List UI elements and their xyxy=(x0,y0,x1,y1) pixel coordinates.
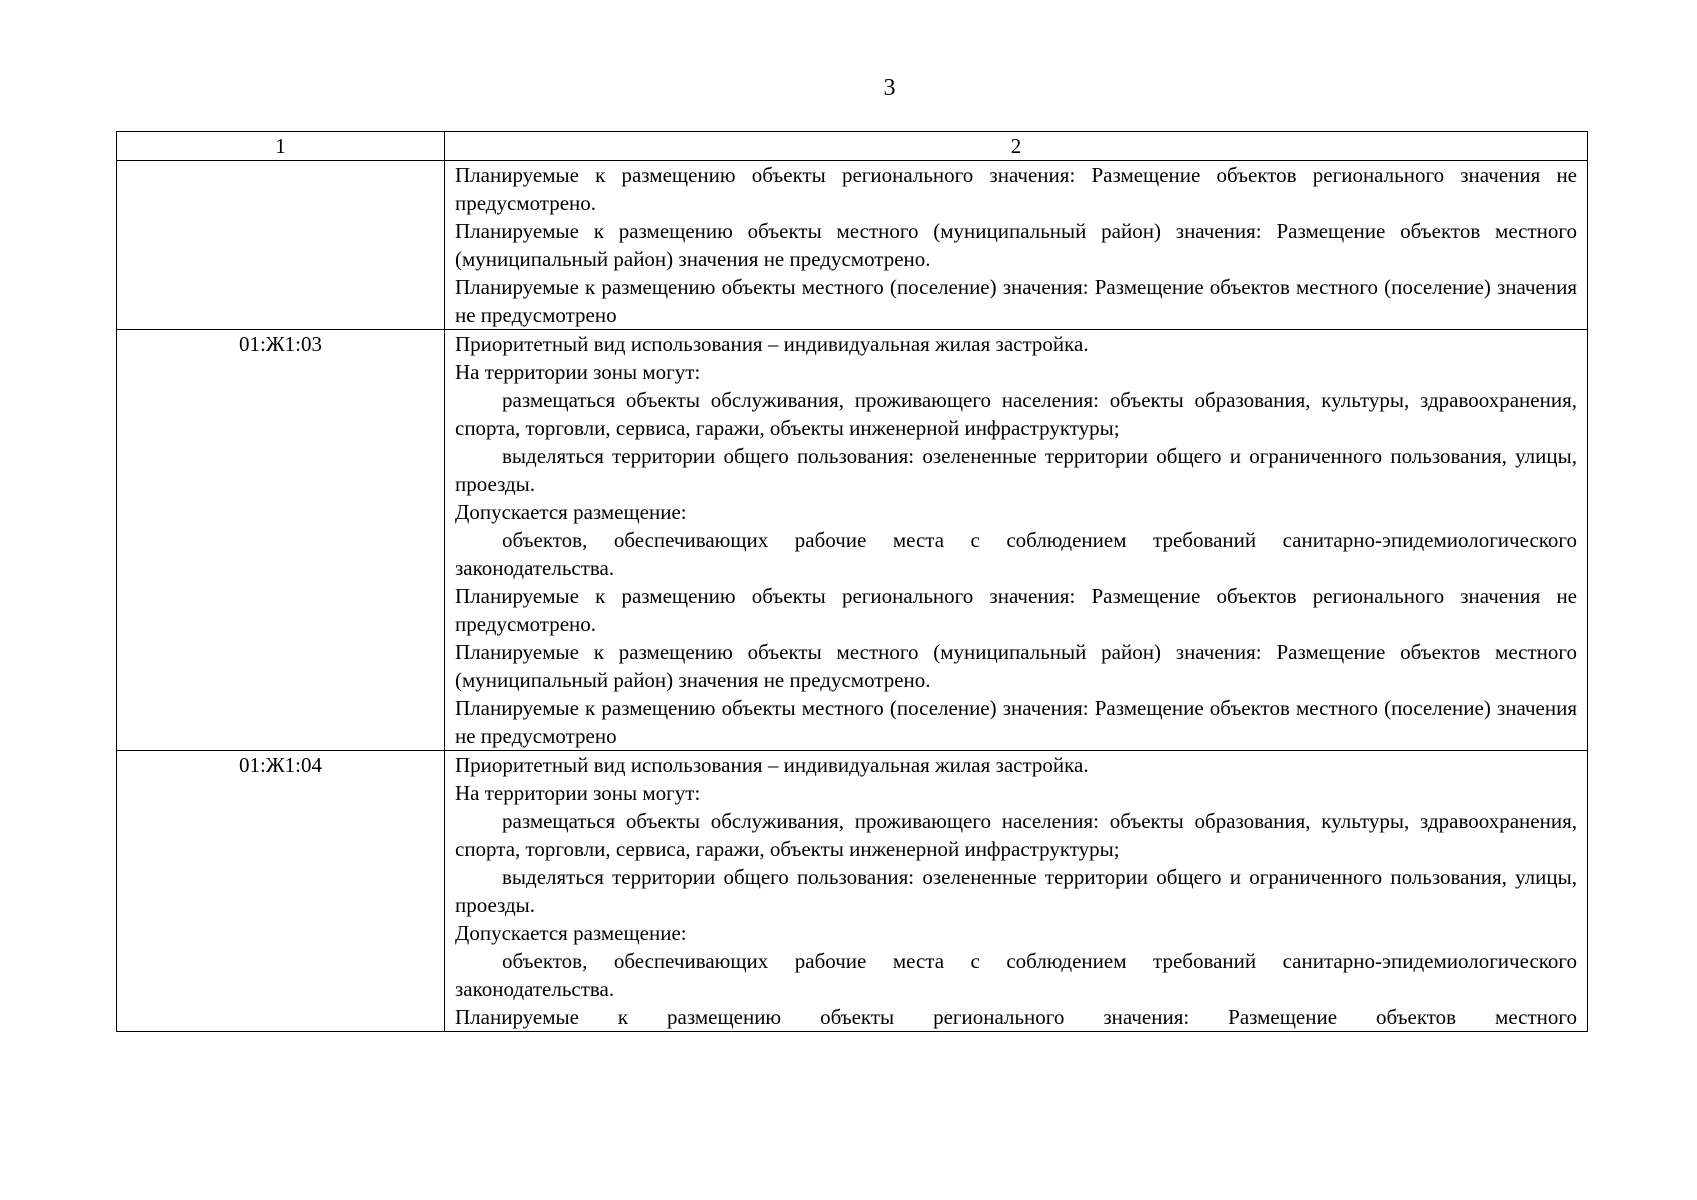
description-paragraph: Планируемые к размещению объекты регионального значения: Размещение объектов регионального значения не предусмотрено. xyxy=(455,584,1577,636)
description-paragraph: размещаться объекты обслуживания, проживающего населения: объекты образования, культуры, здравоохранения, спорта, торговли, сервиса, гаражи, объекты инженерной инфраструктуры; xyxy=(455,809,1577,861)
description-paragraph: Планируемые к размещению объекты регионального значения: Размещение объектов регионального значения не предусмотрено. xyxy=(455,163,1577,215)
zone-code-cell: 01:Ж1:03 xyxy=(117,330,445,751)
table-row xyxy=(117,751,1588,1032)
column-header-1: 1 xyxy=(117,132,445,161)
zone-description-cell xyxy=(445,161,1588,330)
zone-code-cell xyxy=(117,161,445,330)
description-paragraph: На территории зоны могут: xyxy=(455,781,701,805)
description-paragraph: Планируемые к размещению объекты местного (муниципальный район) значения: Размещение объектов местного (муниципальный район) значения не предусмотрено. xyxy=(455,640,1577,692)
zone-description-cell xyxy=(445,330,1588,751)
description-paragraph: Приоритетный вид использования – индивидуальная жилая застройка. xyxy=(455,332,1089,356)
description-paragraph: Допускается размещение: xyxy=(455,500,687,524)
column-header-2: 2 xyxy=(445,132,1588,161)
zone-description-cell xyxy=(445,751,1588,1032)
table-header-row xyxy=(117,132,1588,161)
description-paragraph: выделяться территории общего пользования: озелененные территории общего и ограниченного пользования, улицы, проезды. xyxy=(455,444,1577,496)
description-paragraph: Допускается размещение: xyxy=(455,921,687,945)
description-paragraph: объектов, обеспечивающих рабочие места с соблюдением требований санитарно-эпидемиологического законодательства. xyxy=(455,949,1577,1001)
description-paragraph: объектов, обеспечивающих рабочие места с соблюдением требований санитарно-эпидемиологического законодательства. xyxy=(455,528,1577,580)
description-paragraph: Планируемые к размещению объекты местного (поселение) значения: Размещение объектов местного (поселение) значения не предусмотрено xyxy=(455,275,1577,327)
description-paragraph: На территории зоны могут: xyxy=(455,360,701,384)
table-row xyxy=(117,330,1588,751)
table-body xyxy=(117,132,1588,1032)
zone-code-cell: 01:Ж1:04 xyxy=(117,751,445,1032)
zones-table xyxy=(116,131,1588,1032)
description-paragraph: Планируемые к размещению объекты регионального значения: Размещение объектов местного xyxy=(455,1005,1577,1029)
description-paragraph: размещаться объекты обслуживания, проживающего населения: объекты образования, культуры, здравоохранения, спорта, торговли, сервиса, гаражи, объекты инженерной инфраструктуры; xyxy=(455,388,1577,440)
page-number: 3 xyxy=(883,75,896,101)
description-paragraph: Планируемые к размещению объекты местного (поселение) значения: Размещение объектов местного (поселение) значения не предусмотрено xyxy=(455,696,1577,748)
description-paragraph: Планируемые к размещению объекты местного (муниципальный район) значения: Размещение объектов местного (муниципальный район) значения не предусмотрено. xyxy=(455,219,1577,271)
description-paragraph: Приоритетный вид использования – индивидуальная жилая застройка. xyxy=(455,753,1089,777)
description-paragraph: выделяться территории общего пользования: озелененные территории общего и ограниченного пользования, улицы, проезды. xyxy=(455,865,1577,917)
table-row xyxy=(117,161,1588,330)
